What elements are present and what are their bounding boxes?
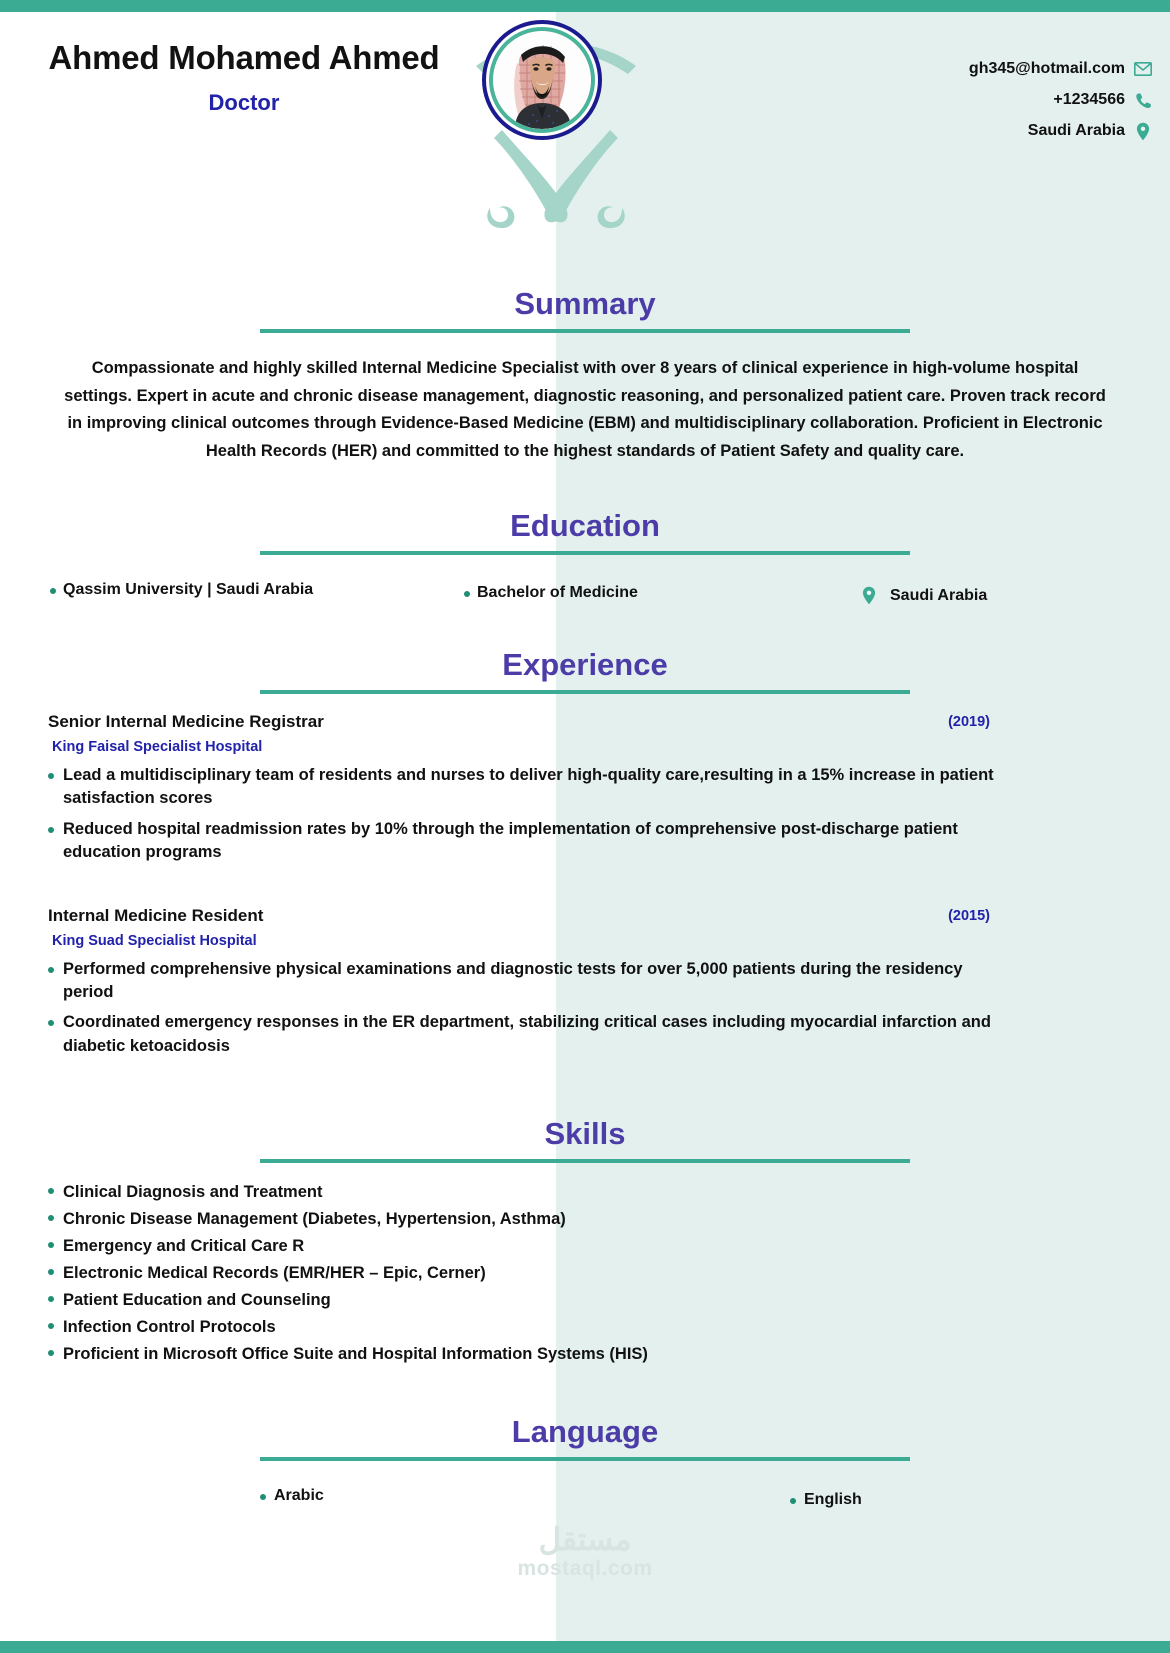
experience-heading <box>0 646 1170 694</box>
summary-body <box>0 355 1170 466</box>
bullet-dot-icon <box>48 1215 54 1221</box>
language-item <box>260 1487 324 1505</box>
contact-phone-value: +1234566 <box>1053 91 1125 108</box>
education-degree-label: Bachelor of Medicine <box>477 583 638 601</box>
bullet-dot-icon <box>50 588 56 594</box>
contact-email[interactable] <box>812 60 1152 78</box>
bullet-dot-icon <box>48 1020 54 1026</box>
skill-item <box>48 1318 1170 1337</box>
skill-item <box>48 1264 1170 1283</box>
bullet-dot-icon <box>260 1494 266 1500</box>
language-row <box>0 1487 1170 1527</box>
experience-bullet-text: Performed comprehensive physical examinations and diagnostic tests for over 5,000 patients during the residency period <box>63 959 963 1001</box>
location-pin-icon <box>862 585 878 607</box>
education-institution-label: Qassim University | Saudi Arabia <box>63 580 314 598</box>
contact-email-value: gh345@hotmail.com <box>968 60 1125 77</box>
education-row <box>0 577 1170 619</box>
experience-entry-head <box>48 906 1140 930</box>
education-title: Education <box>510 507 660 543</box>
language-divider <box>260 1457 910 1461</box>
education-degree <box>464 584 638 602</box>
experience-spacer <box>0 872 1170 906</box>
summary-divider <box>260 329 910 333</box>
contact-location[interactable] <box>812 122 1152 140</box>
skills-title: Skills <box>544 1116 626 1152</box>
experience-list <box>0 712 1170 1058</box>
bullet-dot-icon <box>48 1350 54 1356</box>
language-label: Arabic <box>274 1487 324 1505</box>
contact-list <box>812 60 1152 153</box>
contact-location-value: Saudi Arabia <box>1027 122 1125 139</box>
phone-icon <box>1134 91 1152 109</box>
avatar <box>482 20 602 140</box>
experience-bullet-text: Coordinated emergency responses in the ER department, stabilizing critical cases including myocardial infarction and diabetic ketoacidosis <box>63 1013 991 1055</box>
experience-entry-head <box>48 712 1140 736</box>
skill-label: Infection Control Protocols <box>63 1318 276 1337</box>
bottom-accent-bar <box>0 1641 1170 1653</box>
education-location <box>862 585 987 607</box>
bullet-dot-icon <box>48 1242 54 1248</box>
experience-bullet-text: Reduced hospital readmission rates by 10% through the implementation of comprehensive post-discharge patient education programs <box>63 819 958 862</box>
contact-phone[interactable] <box>812 91 1152 109</box>
language-heading <box>0 1416 1170 1461</box>
education-heading <box>0 507 1170 555</box>
experience-entry <box>0 906 1170 1059</box>
education-location-label: Saudi Arabia <box>890 586 988 604</box>
experience-divider <box>260 690 910 694</box>
experience-bullet <box>48 1011 1008 1058</box>
skill-item <box>48 1183 1170 1202</box>
skill-item <box>48 1210 1170 1229</box>
experience-entry <box>0 712 1170 865</box>
experience-bullets <box>48 958 1140 1059</box>
candidate-job-title: Doctor <box>208 90 280 116</box>
bullet-dot-icon <box>48 1188 54 1194</box>
experience-role: Internal Medicine Resident <box>48 905 264 925</box>
summary-section <box>0 288 1170 466</box>
experience-role: Senior Internal Medicine Registrar <box>48 711 324 731</box>
bullet-dot-icon <box>464 591 470 597</box>
experience-year: (2015) <box>948 907 990 924</box>
skill-label: Proficient in Microsoft Office Suite and Hospital Information Systems (HIS) <box>63 1345 648 1364</box>
experience-bullet <box>48 958 1008 1005</box>
skill-item <box>48 1237 1170 1256</box>
name-block <box>24 40 464 116</box>
language-item <box>790 1491 862 1509</box>
candidate-name: Ahmed Mohamed Ahmed <box>48 39 440 76</box>
watermark <box>0 1524 1170 1581</box>
language-label: English <box>804 1491 862 1509</box>
bullet-dot-icon <box>48 967 54 973</box>
experience-year: (2019) <box>948 713 990 730</box>
skill-label: Clinical Diagnosis and Treatment <box>63 1183 323 1202</box>
summary-title: Summary <box>514 286 656 321</box>
education-section <box>0 507 1170 619</box>
experience-section <box>0 646 1170 1058</box>
envelope-icon <box>1134 60 1152 78</box>
language-title: Language <box>511 1414 659 1450</box>
avatar-ring-inner <box>489 27 595 133</box>
skills-divider <box>260 1159 910 1163</box>
bullet-dot-icon <box>48 1323 54 1329</box>
education-divider <box>260 551 910 555</box>
avatar-photo <box>493 31 591 129</box>
resume-header <box>0 0 1170 240</box>
watermark-text: mostaql.com <box>517 1557 653 1580</box>
experience-bullet <box>48 764 1008 811</box>
bullet-dot-icon <box>48 827 54 833</box>
skills-list <box>0 1183 1170 1364</box>
skills-heading <box>0 1118 1170 1163</box>
experience-company: King Faisal Specialist Hospital <box>52 738 263 755</box>
skill-label: Electronic Medical Records (EMR/HER – Epic, Cerner) <box>63 1264 486 1283</box>
skill-label: Chronic Disease Management (Diabetes, Hypertension, Asthma) <box>63 1210 566 1229</box>
bullet-dot-icon <box>48 1269 54 1275</box>
experience-bullets <box>48 764 1140 865</box>
experience-bullet-text: Lead a multidisciplinary team of residents and nurses to deliver high-quality care,resulting in a 15% increase in patient satisfaction scores <box>63 765 994 808</box>
skill-label: Emergency and Critical Care R <box>63 1237 305 1256</box>
summary-heading <box>0 288 1170 333</box>
summary-text: Compassionate and highly skilled Internal Medicine Specialist with over 8 years of clinical experience in high-volume hospital settings. Expert in acute and chronic disease management, diagnostic reasoning, and personalized patient care. Proven track record in improving clinical outcomes through Evidence-Based Medicine (EBM) and multidisciplinary collaboration. Proficient in Electronic Health Records (HER) and committed to the highest standards of Patient Safety and quality care. <box>64 359 1106 461</box>
experience-title: Experience <box>502 646 668 682</box>
experience-bullet <box>48 818 1008 865</box>
skills-section <box>0 1118 1170 1364</box>
education-institution <box>50 581 313 599</box>
bullet-dot-icon <box>48 1296 54 1302</box>
bullet-dot-icon <box>48 773 54 779</box>
language-section <box>0 1416 1170 1527</box>
location-pin-icon <box>1134 122 1152 140</box>
skill-item <box>48 1291 1170 1310</box>
bullet-dot-icon <box>790 1498 796 1504</box>
watermark-logo: مستقل <box>538 1522 632 1558</box>
skill-label: Patient Education and Counseling <box>63 1291 331 1310</box>
experience-company: King Suad Specialist Hospital <box>52 932 257 949</box>
top-accent-bar <box>0 0 1170 12</box>
skill-item <box>48 1345 1170 1364</box>
